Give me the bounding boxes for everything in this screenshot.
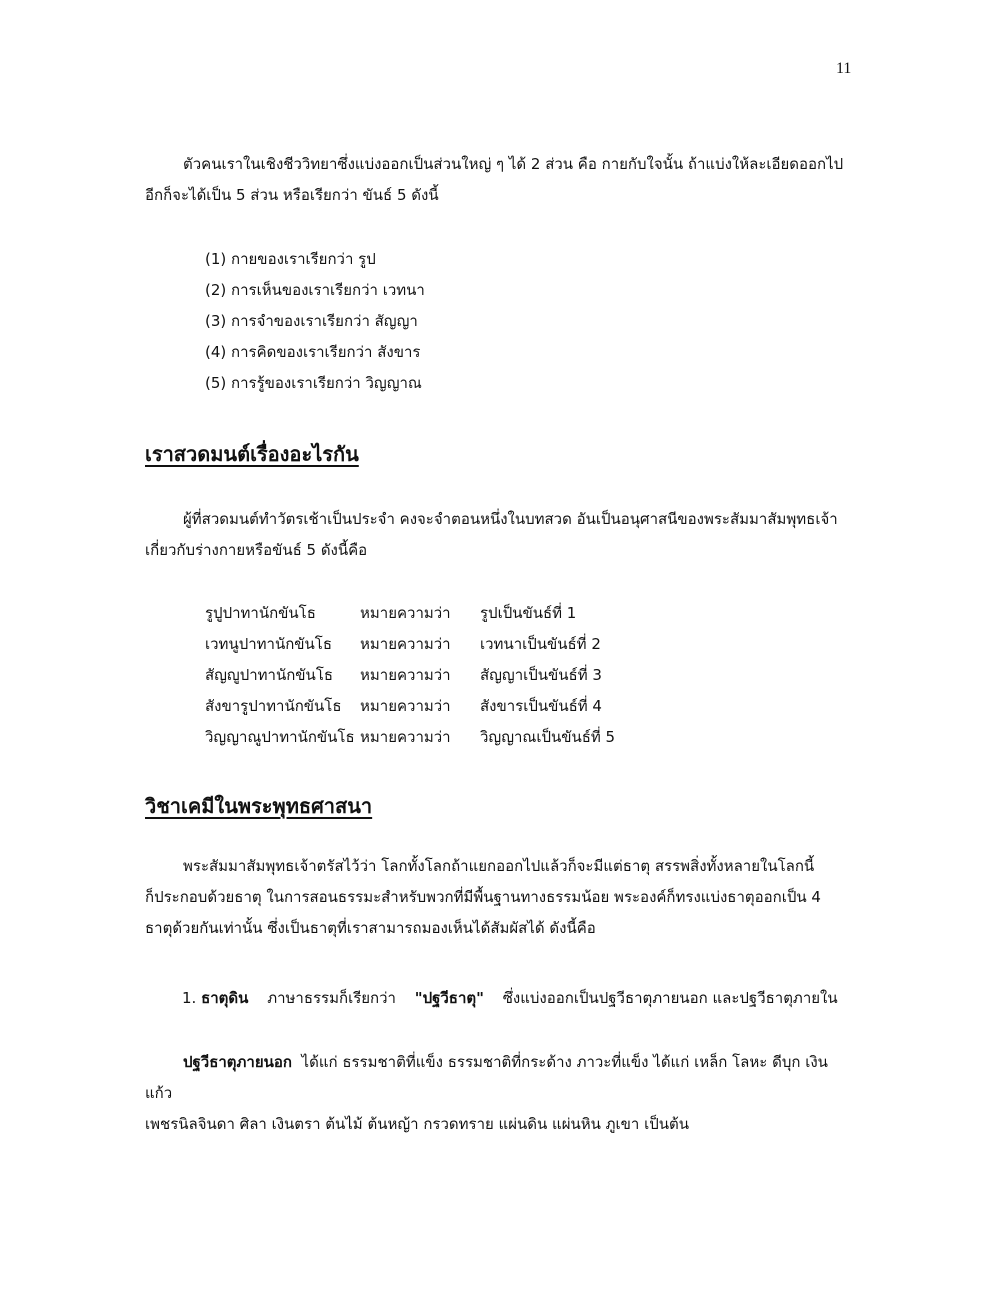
outer-earth-line-2: เพชรนิลจินดา ศิลา เงินตรา ต้นไม้ ต้นหญ้า กรวดทราย แผ่นดิน แผ่นหิน ภูเขา เป็นต้น	[145, 1115, 689, 1133]
pali-term: รูปูปาทานักขันโธ	[205, 603, 316, 622]
list-item: (2) การเห็นของเราเรียกว่า เวทนา	[205, 281, 425, 299]
meaning-value: สังขารเป็นขันธ์ที่ 4	[480, 696, 602, 715]
outer-earth-label: ปฐวีธาตุภายนอก	[183, 1053, 292, 1071]
meaning-label: หมายความว่า	[360, 634, 451, 653]
pali-term: วิญญาณูปาทานักขันโธ	[205, 727, 355, 746]
table-row	[205, 690, 615, 721]
chanting-line-1: ผู้ที่สวดมนต์ทำวัตรเช้าเป็นประจำ คงจะจำตอนหนึ่งในบทสวด อันเป็นอนุศาสนีของพระสัมมาสัมพุทธเจ้า	[183, 510, 838, 528]
outer-earth-line-1: ได้แก่ ธรรมชาติที่แข็ง ธรรมชาติที่กระด้าง ภาวะที่แข็ง ได้แก่ เหล็ก โลหะ ดีบุก เงิน แก้ว	[145, 1053, 828, 1102]
meaning-label: หมายความว่า	[360, 696, 451, 715]
element-name: ธาตุดิน	[201, 989, 249, 1007]
table-row	[205, 659, 615, 690]
pali-term: สัญญูปาทานักขันโธ	[205, 665, 334, 684]
chemistry-line-1: พระสัมมาสัมพุทธเจ้าตรัสไว้ว่า โลกทั้งโลกถ้าแยกออกไปแล้วก็จะมีแต่ธาตุ สรรพสิ่งทั้งหลายในโลกนี้	[183, 857, 815, 875]
chemistry-line-3: ธาตุด้วยกันเท่านั้น ซึ่งเป็นธาตุที่เราสามารถมองเห็นได้สัมผัสได้ ดังนี้คือ	[145, 919, 596, 937]
pali-term: เวทนูปาทานักขันโธ	[205, 634, 333, 653]
element-number: 1.	[182, 989, 197, 1007]
section-heading-chemistry: วิชาเคมีในพระพุทธศาสนา	[145, 794, 373, 818]
meaning-value: วิญญาณเป็นขันธ์ที่ 5	[480, 727, 616, 746]
meaning-label: หมายความว่า	[360, 603, 451, 622]
element-text-a: ภาษาธรรมก็เรียกว่า	[267, 989, 396, 1007]
intro-line-2: อีกก็จะได้เป็น 5 ส่วน หรือเรียกว่า ขันธ์ 5 ดังนี้	[145, 186, 439, 204]
page-number: 11	[836, 60, 852, 77]
table-row	[205, 628, 615, 659]
aggregates-list	[205, 244, 425, 399]
meaning-value: เวทนาเป็นขันธ์ที่ 2	[480, 634, 601, 653]
section-heading-chanting: เราสวดมนต์เรื่องอะไรกัน	[145, 442, 359, 466]
chanting-line-2: เกี่ยวกับร่างกายหรือขันธ์ 5 ดังนี้คือ	[145, 541, 368, 559]
chanting-paragraph	[145, 504, 845, 566]
table-row	[205, 721, 615, 752]
khandha-terms-table	[205, 597, 615, 752]
meaning-value: รูปเป็นขันธ์ที่ 1	[480, 603, 577, 622]
intro-line-1: ตัวคนเราในเชิงชีววิทยาซึ่งแบ่งออกเป็นส่วนใหญ่ ๆ ได้ 2 ส่วน คือ กายกับใจนั้น ถ้าแบ่งให้ละเอียดออกไป	[183, 155, 844, 173]
list-item: (5) การรู้ของเราเรียกว่า วิญญาณ	[205, 374, 422, 392]
element-text-b: ซึ่งแบ่งออกเป็นปฐวีธาตุภายนอก และปฐวีธาตุภายใน	[502, 989, 838, 1007]
chemistry-paragraph	[145, 851, 845, 944]
intro-paragraph	[145, 149, 845, 211]
outer-earth-paragraph	[145, 1047, 845, 1140]
list-item: (3) การจำของเราเรียกว่า สัญญา	[205, 312, 418, 330]
earth-element-line	[182, 983, 838, 1014]
table-row	[205, 597, 615, 628]
list-item: (4) การคิดของเราเรียกว่า สังขาร	[205, 343, 421, 361]
meaning-label: หมายความว่า	[360, 727, 451, 746]
meaning-value: สัญญาเป็นขันธ์ที่ 3	[480, 665, 602, 684]
pali-term: สังขารูปาทานักขันโธ	[205, 696, 342, 715]
meaning-label: หมายความว่า	[360, 665, 451, 684]
element-term: "ปฐวีธาตุ"	[414, 989, 484, 1007]
list-item: (1) กายของเราเรียกว่า รูป	[205, 250, 376, 268]
chemistry-line-2: ก็ประกอบด้วยธาตุ ในการสอนธรรมะสำหรับพวกที่มีพื้นฐานทางธรรมน้อย พระองค์ก็ทรงแบ่งธาตุออกเป็น 4	[145, 888, 821, 906]
